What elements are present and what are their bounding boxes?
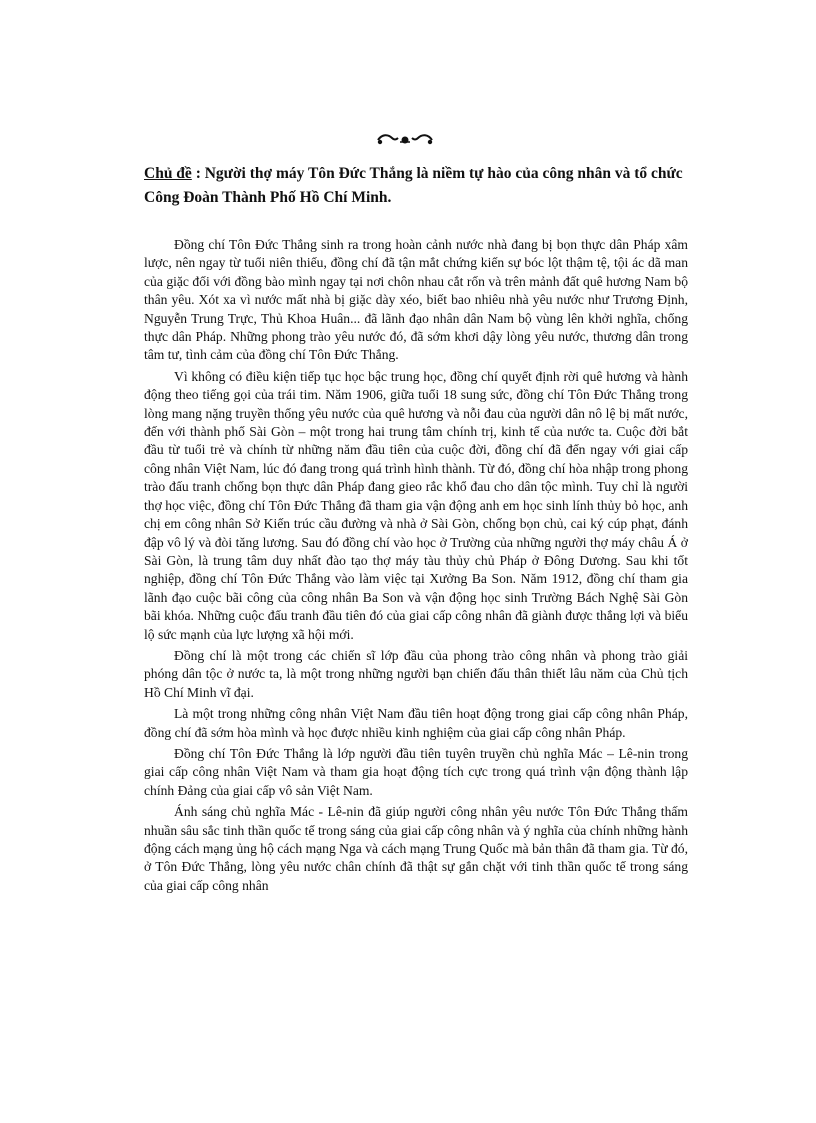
topic-separator: : xyxy=(195,165,201,182)
paragraph: Đồng chí Tôn Đức Thắng sinh ra trong hoàn cảnh nước nhà đang bị bọn thực dân Pháp xâm lược, nên ngay từ tuổi niên thiếu, đồng chí đã tận mắt chứng kiến sự bóc lột thậm tệ, tội ác dã man của giặc đối với đồng bào mình ngay tại nơi chôn nhau cắt rốn và trên mảnh đất quê hương Nam bộ thân yêu. Xót xa vì nước mất nhà bị giặc dày xéo, biết bao nhiêu nhà yêu nước như Trương Định, Nguyễn Trung Trực, Thủ Khoa Huân... đã lãnh đạo nhân dân Nam bộ vùng lên khởi nghĩa, chống thực dân Pháp. Những phong trào yêu nước đó, đã sớm khơi dậy lòng yêu nước, thương dân trong tâm tư, tình cảm của đồng chí Tôn Đức Thắng. xyxy=(144,237,688,363)
paragraph: Vì không có điều kiện tiếp tục học bậc trung học, đồng chí quyết định rời quê hương và hành động theo tiếng gọi của trái tim. Năm 1906, giữa tuổi 18 sung sức, đồng chí Tôn Đức Thắng trong lòng mang nặng truyền thống yêu nước của quê hương và nỗi đau của người dân nô lệ bị mất nước, đến với thành phố Sài Gòn – một trong hai trung tâm chính trị, kinh tế của nước ta. Cuộc đời bắt đầu từ tuổi trẻ và chính từ những năm đầu tiên của cuộc đời, đồng chí đã đến ngay với giai cấp công nhân Việt Nam, lúc đó đang trong quá trình hình thành. Từ đó, đồng chí hòa nhập trong phong trào đấu tranh chống bọn thực dân Pháp đang gieo rắc khổ đau cho dân tộc mình. Tuy chỉ là người thợ học việc, đồng chí Tôn Đức Thắng đã tham gia vận động anh em học sinh lính thủy bỏ học, anh chị em công nhân Sở Kiến trúc cầu đường và nhà ở Sài Gòn, chống bọn chủ, cai ký cúp phạt, đánh đập vô lý và đòi tăng lương. Sau đó đồng chí vào học ở Trường của những người thợ máy châu Á ở Sài Gòn, là trung tâm duy nhất đào tạo thợ máy tàu thủy chủ Pháp ở Đông Dương. Sau khi tốt nghiệp, đồng chí Tôn Đức Thắng vào làm việc tại Xưởng Ba Son. Năm 1912, đồng chí tham gia lãnh đạo cuộc bãi công của công nhân Ba Son và vận động học sinh Trường Bách Nghệ Sài Gòn bãi khóa. Những cuộc đấu tranh đầu tiên đó của giai cấp công nhân đã giành được thắng lợi và biểu lộ sức mạnh của lực lượng xã hội mới. xyxy=(144,368,688,642)
document-body xyxy=(144,236,688,898)
ornament-icon xyxy=(370,133,440,147)
paragraph: Đồng chí Tôn Đức Thắng là lớp người đầu tiên tuyên truyền chủ nghĩa Mác – Lê-nin trong giai cấp công nhân Việt Nam và tham gia hoạt động tích cực trong quá trình vận động thành lập chính Đảng của giai cấp vô sản Việt Nam. xyxy=(144,745,688,798)
topic-heading xyxy=(144,162,684,210)
paragraph: Đồng chí là một trong các chiến sĩ lớp đầu của phong trào công nhân và phong trào giải phóng dân tộc ở nước ta, là một trong những người bạn chiến đấu thân thiết lâu năm của Chủ tịch Hồ Chí Minh vĩ đại. xyxy=(144,647,688,700)
topic-label: Chủ đề xyxy=(144,165,192,182)
paragraph: Ánh sáng chủ nghĩa Mác - Lê-nin đã giúp người công nhân yêu nước Tôn Đức Thắng thấm nhuần sâu sắc tinh thần quốc tế trong sáng của giai cấp công nhân và ý nghĩa của chính những hành động cách mạng ủng hộ cách mạng Nga và cách mạng Trung Quốc mà bản thân đã tham gia. Từ đó, ở Tôn Đức Thắng, lòng yêu nước chân chính đã thật sự gắn chặt với tinh thần quốc tế trong sáng của giai cấp công nhân xyxy=(144,804,688,893)
paragraph: Là một trong những công nhân Việt Nam đầu tiên hoạt động trong giai cấp công nhân Pháp, đồng chí đã sớm hòa mình và học được nhiều kinh nghiệm của giai cấp công nhân Pháp. xyxy=(144,706,688,740)
topic-text: Người thợ máy Tôn Đức Thắng là niềm tự hào của công nhân và tổ chức Công Đoàn Thành Phố Hồ Chí Minh. xyxy=(144,165,683,206)
